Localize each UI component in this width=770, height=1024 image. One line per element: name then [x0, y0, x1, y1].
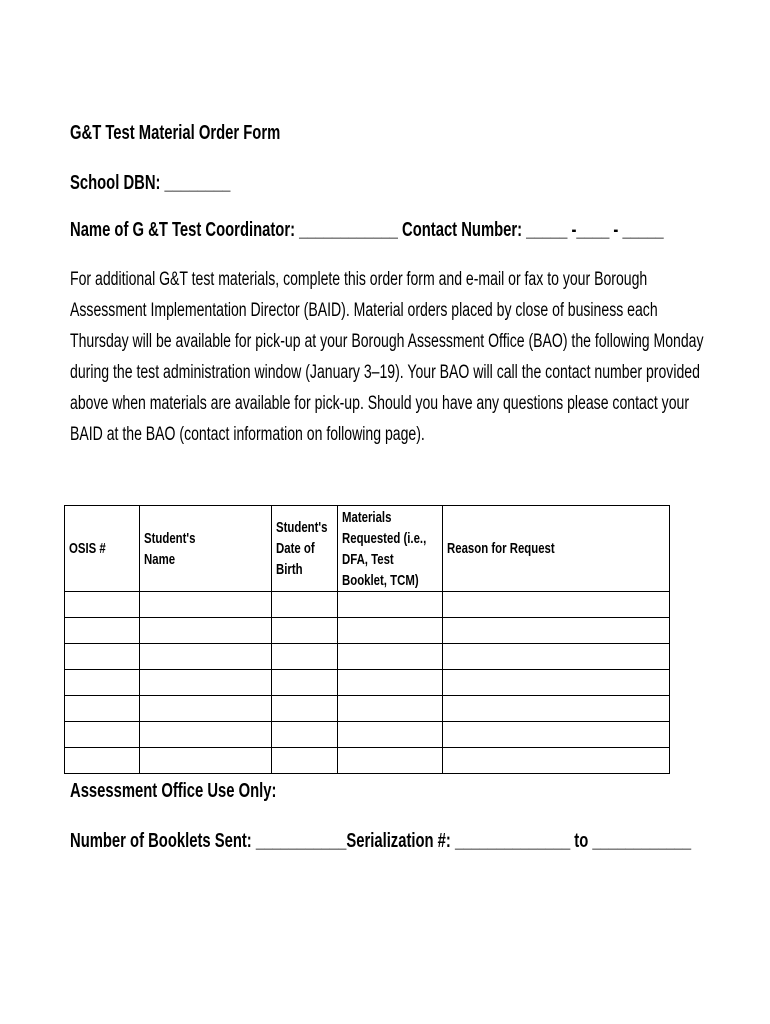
cell-materials-requested[interactable]	[338, 618, 443, 644]
order-table	[64, 505, 670, 774]
cell-osis[interactable]	[65, 696, 140, 722]
cell-osis[interactable]	[65, 670, 140, 696]
instructions-paragraph	[70, 264, 770, 450]
instructions-line: during the test administration window (January 3–19). Your BAO will call the contact number provided	[70, 362, 700, 383]
cell-reason-for-request[interactable]	[443, 748, 670, 774]
table-row	[65, 592, 670, 618]
cell-reason-for-request[interactable]	[443, 592, 670, 618]
booklets-serialization-label: Number of Booklets Sent: ___________Serialization #: ______________ to ____________	[70, 830, 692, 852]
table-row	[65, 670, 670, 696]
booklets-serialization-field[interactable]	[70, 830, 770, 853]
cell-materials-requested[interactable]	[338, 722, 443, 748]
instructions-line: For additional G&T test materials, complete this order form and e-mail or fax to your Borough	[70, 269, 648, 290]
cell-student-name[interactable]	[140, 592, 272, 618]
header-osis: OSIS #	[65, 506, 140, 592]
cell-osis[interactable]	[65, 592, 140, 618]
cell-reason-for-request[interactable]	[443, 722, 670, 748]
cell-date-of-birth[interactable]	[272, 748, 338, 774]
header-student-name: Student's Name	[140, 506, 272, 592]
table-row	[65, 748, 670, 774]
table-header-row	[65, 506, 670, 592]
cell-date-of-birth[interactable]	[272, 696, 338, 722]
cell-reason-for-request[interactable]	[443, 618, 670, 644]
cell-materials-requested[interactable]	[338, 644, 443, 670]
cell-reason-for-request[interactable]	[443, 696, 670, 722]
school-dbn-field[interactable]	[70, 172, 287, 195]
cell-student-name[interactable]	[140, 644, 272, 670]
coordinator-contact-field[interactable]	[70, 219, 770, 242]
form-title	[70, 122, 354, 145]
table-row	[65, 696, 670, 722]
table-row	[65, 722, 670, 748]
cell-reason-for-request[interactable]	[443, 670, 670, 696]
cell-materials-requested[interactable]	[338, 592, 443, 618]
instructions-line: above when materials are available for pick-up. Should you have any questions please contact your	[70, 393, 690, 414]
cell-osis[interactable]	[65, 722, 140, 748]
cell-osis[interactable]	[65, 644, 140, 670]
cell-osis[interactable]	[65, 748, 140, 774]
table-row	[65, 644, 670, 670]
instructions-line: BAID at the BAO (contact information on following page).	[70, 424, 425, 445]
cell-osis[interactable]	[65, 618, 140, 644]
header-materials-requested: Materials Requested (i.e., DFA, Test Booklet, TCM)	[338, 506, 443, 592]
cell-student-name[interactable]	[140, 722, 272, 748]
form-title-text: G&T Test Material Order Form	[70, 122, 281, 144]
header-reason-for-request: Reason for Request	[443, 506, 670, 592]
school-dbn-label: School DBN: ________	[70, 172, 231, 194]
cell-student-name[interactable]	[140, 618, 272, 644]
table-row	[65, 618, 670, 644]
cell-date-of-birth[interactable]	[272, 644, 338, 670]
cell-student-name[interactable]	[140, 748, 272, 774]
cell-materials-requested[interactable]	[338, 670, 443, 696]
cell-date-of-birth[interactable]	[272, 722, 338, 748]
cell-materials-requested[interactable]	[338, 696, 443, 722]
cell-reason-for-request[interactable]	[443, 644, 670, 670]
instructions-line: Thursday will be available for pick-up at your Borough Assessment Office (BAO) the following Monday	[70, 331, 704, 352]
cell-date-of-birth[interactable]	[272, 618, 338, 644]
header-date-of-birth: Student's Date of Birth	[272, 506, 338, 592]
cell-date-of-birth[interactable]	[272, 670, 338, 696]
office-use-heading-text: Assessment Office Use Only:	[70, 780, 277, 802]
cell-student-name[interactable]	[140, 696, 272, 722]
cell-student-name[interactable]	[140, 670, 272, 696]
instructions-line: Assessment Implementation Director (BAID). Material orders placed by close of business each	[70, 300, 658, 321]
coordinator-contact-label: Name of G &T Test Coordinator: ____________ Contact Number: _____ -____ - _____	[70, 219, 664, 241]
cell-materials-requested[interactable]	[338, 748, 443, 774]
office-use-heading	[70, 780, 349, 803]
cell-date-of-birth[interactable]	[272, 592, 338, 618]
